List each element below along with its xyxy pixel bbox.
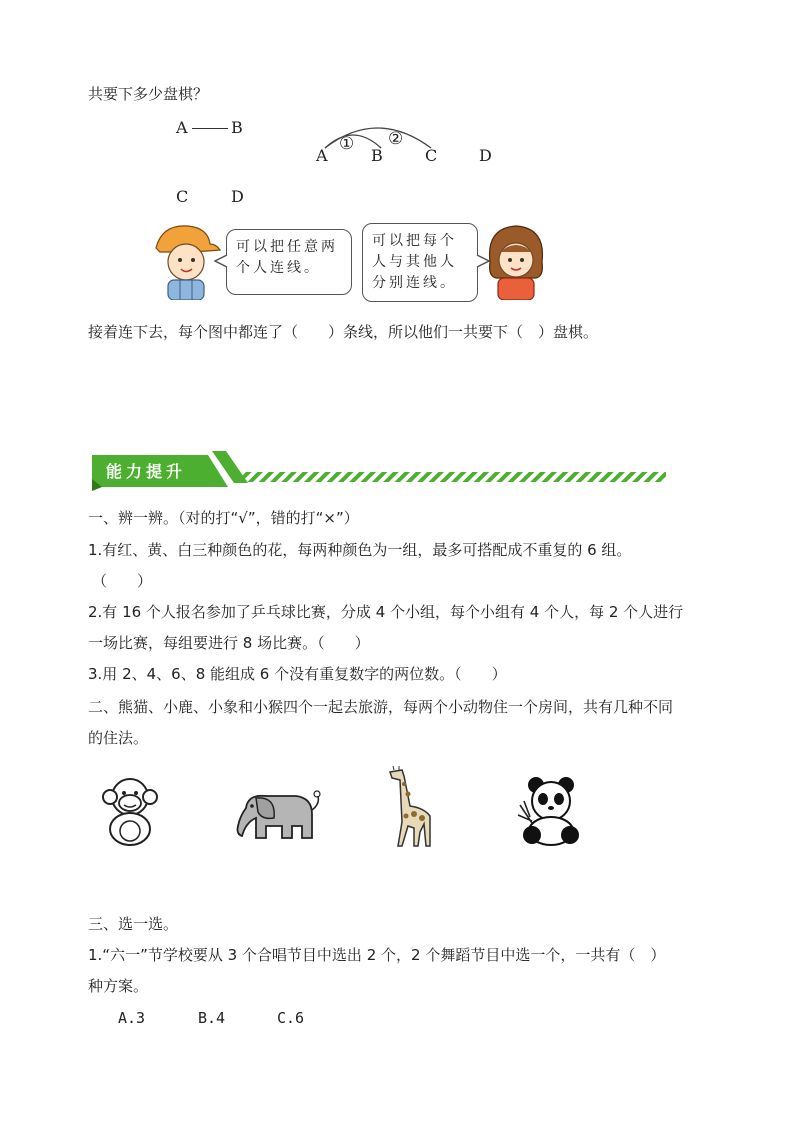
point-b: B bbox=[231, 118, 243, 137]
panda-icon bbox=[516, 775, 584, 847]
banner-title: 能力提升 bbox=[106, 462, 187, 481]
question-tail: 共要下多少盘棋？ bbox=[88, 85, 209, 103]
monkey-icon bbox=[100, 775, 160, 847]
item-1-text: 1.有红、黄、白三种颜色的花，每两种颜色为一组，最多可搭配成不重复的 6 组。 bbox=[88, 541, 632, 559]
edge-ab bbox=[192, 128, 228, 129]
point-d: D bbox=[479, 146, 492, 165]
giraffe-icon bbox=[380, 766, 444, 850]
girl-icon bbox=[482, 222, 550, 300]
section3-heading: 三、选一选。 bbox=[88, 915, 179, 933]
bubble-left-text: 可以把任意两个人连线。 bbox=[236, 239, 338, 276]
arc-label-2: ② bbox=[388, 129, 404, 149]
q1-text: 1.“六一”节学校要从 3 个合唱节目中选出 2 个，2 个舞蹈节目中选一个，一共有（ ） bbox=[88, 946, 666, 964]
point-c: C bbox=[176, 187, 189, 206]
speech-bubble-left bbox=[226, 229, 352, 295]
option-b: B.4 bbox=[198, 1009, 226, 1027]
section2-heading: 二、熊猫、小鹿、小象和小猴四个一起去旅游，每两个小动物住一个房间，共有几种不同 bbox=[88, 698, 674, 716]
section2-heading-cont: 的住法。 bbox=[88, 729, 149, 747]
item-1-blank: （ ） bbox=[92, 572, 153, 590]
item-3-text: 3.用 2、4、6、8 能组成 6 个没有重复数字的两位数。（ ） bbox=[88, 665, 507, 683]
bubble-right-text: 可以把每个人与其他人分别连线。 bbox=[372, 233, 457, 291]
item-2-text-cont: 一场比赛，每组要进行 8 场比赛。（ ） bbox=[88, 634, 370, 652]
point-a: A bbox=[316, 146, 328, 165]
point-a: A bbox=[176, 118, 188, 137]
point-c: C bbox=[425, 146, 438, 165]
section-banner bbox=[88, 449, 668, 493]
option-c: C.6 bbox=[277, 1009, 305, 1027]
arc-label-1: ① bbox=[339, 134, 355, 154]
speech-bubble-right bbox=[362, 223, 478, 302]
point-b: B bbox=[371, 146, 383, 165]
continue-text: 接着连下去，每个图中都连了（ ）条线，所以他们一共要下（ ）盘棋。 bbox=[88, 323, 599, 341]
section1-heading: 一、辨一辨。（对的打“√”，错的打“×”） bbox=[88, 509, 359, 527]
bubble-left-tail bbox=[214, 254, 228, 268]
option-a: A.3 bbox=[118, 1009, 146, 1027]
item-2-text: 2.有 16 个人报名参加了乒乓球比赛，分成 4 个小组，每个小组有 4 个人，每 2 个人进行 bbox=[88, 603, 684, 621]
elephant-icon bbox=[232, 788, 322, 846]
boy-cap-icon bbox=[150, 222, 222, 300]
point-d: D bbox=[231, 187, 244, 206]
q1-text-cont: 种方案。 bbox=[88, 977, 149, 995]
